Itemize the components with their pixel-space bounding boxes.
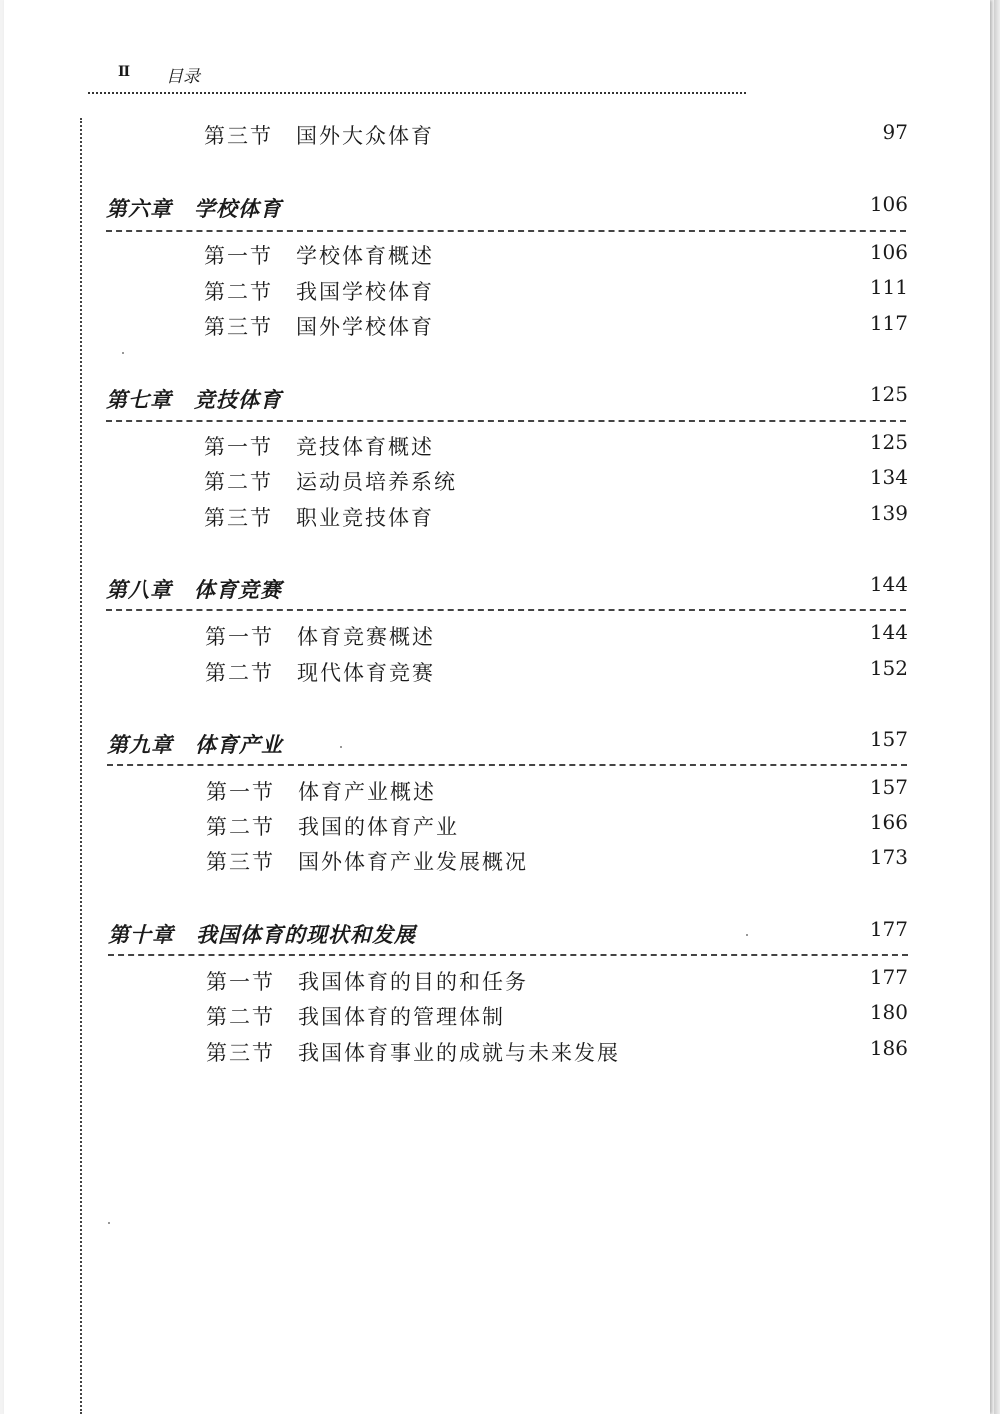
- toc-page-number: 186: [869, 1036, 908, 1060]
- chapter-rule: [108, 954, 908, 956]
- chapter-rule: [106, 609, 906, 611]
- toc-page-number: 97: [882, 120, 908, 144]
- scan-speck: [108, 1222, 110, 1224]
- toc-chapter-page: 144: [869, 572, 908, 596]
- toc-chapter-title: 第九章 体育产业: [107, 732, 283, 757]
- toc-chapter-title: 第十章 我国体育的现状和发展: [108, 922, 416, 947]
- scan-speck: [746, 934, 748, 936]
- toc-section-title: 第一节 我国体育的目的和任务: [206, 970, 528, 994]
- toc-section-title: 第一节 体育产业概述: [206, 780, 436, 804]
- toc-chapter-title: 第六章 学校体育: [106, 196, 282, 221]
- toc-section-title: 第三节 国外大众体育: [204, 124, 434, 148]
- chapter-rule: [107, 764, 907, 766]
- toc-page-number: 111: [869, 275, 908, 299]
- toc-page-number: 125: [869, 430, 908, 454]
- toc-section-title: 第一节 竞技体育概述: [204, 435, 434, 459]
- page-edge: [994, 0, 1000, 1414]
- toc-page-number: 139: [869, 501, 908, 525]
- toc-chapter-page: 177: [869, 917, 908, 941]
- scan-speck: [122, 352, 124, 354]
- toc-page-number: 166: [869, 810, 908, 834]
- toc-page-number: 152: [869, 656, 908, 680]
- toc-section-title: 第三节 职业竞技体育: [204, 506, 434, 530]
- toc-page-number: 144: [869, 620, 908, 644]
- toc-section-title: 第二节 现代体育竞赛: [205, 661, 435, 685]
- toc-chapter-title: 第八章 体育竞赛: [106, 577, 282, 602]
- toc-page-number: 134: [869, 465, 908, 489]
- toc-section-title: 第三节 国外学校体育: [204, 315, 434, 339]
- running-head-page-number: II: [118, 64, 130, 80]
- toc-page-number: 106: [869, 240, 908, 264]
- header-rule: [88, 92, 746, 94]
- margin-dotted-line: [80, 118, 82, 1414]
- toc-chapter-page: 106: [869, 192, 908, 216]
- toc-page-number: 117: [869, 311, 908, 335]
- toc-section-title: 第二节 运动员培养系统: [204, 470, 457, 494]
- toc-section-title: 第一节 学校体育概述: [204, 244, 434, 268]
- toc-page-number: 157: [869, 775, 908, 799]
- chapter-rule: [106, 420, 906, 422]
- toc-chapter-title: 第七章 竞技体育: [106, 387, 282, 412]
- toc-section-title: 第二节 我国的体育产业: [206, 815, 459, 839]
- toc-section-title: 第二节 我国体育的管理体制: [206, 1005, 505, 1029]
- toc-page-number: 177: [869, 965, 908, 989]
- running-head-title: 目录: [166, 67, 200, 87]
- scan-speck: [340, 746, 342, 748]
- toc-page-number: 173: [869, 845, 908, 869]
- toc-section-title: 第三节 国外体育产业发展概况: [206, 850, 528, 874]
- toc-chapter-page: 125: [869, 382, 908, 406]
- toc-section-title: 第二节 我国学校体育: [204, 280, 434, 304]
- toc-chapter-page: 157: [869, 727, 908, 751]
- chapter-rule: [106, 230, 906, 232]
- toc-section-title: 第一节 体育竞赛概述: [205, 625, 435, 649]
- toc-section-title: 第三节 我国体育事业的成就与未来发展: [206, 1041, 620, 1065]
- toc-page-number: 180: [869, 1000, 908, 1024]
